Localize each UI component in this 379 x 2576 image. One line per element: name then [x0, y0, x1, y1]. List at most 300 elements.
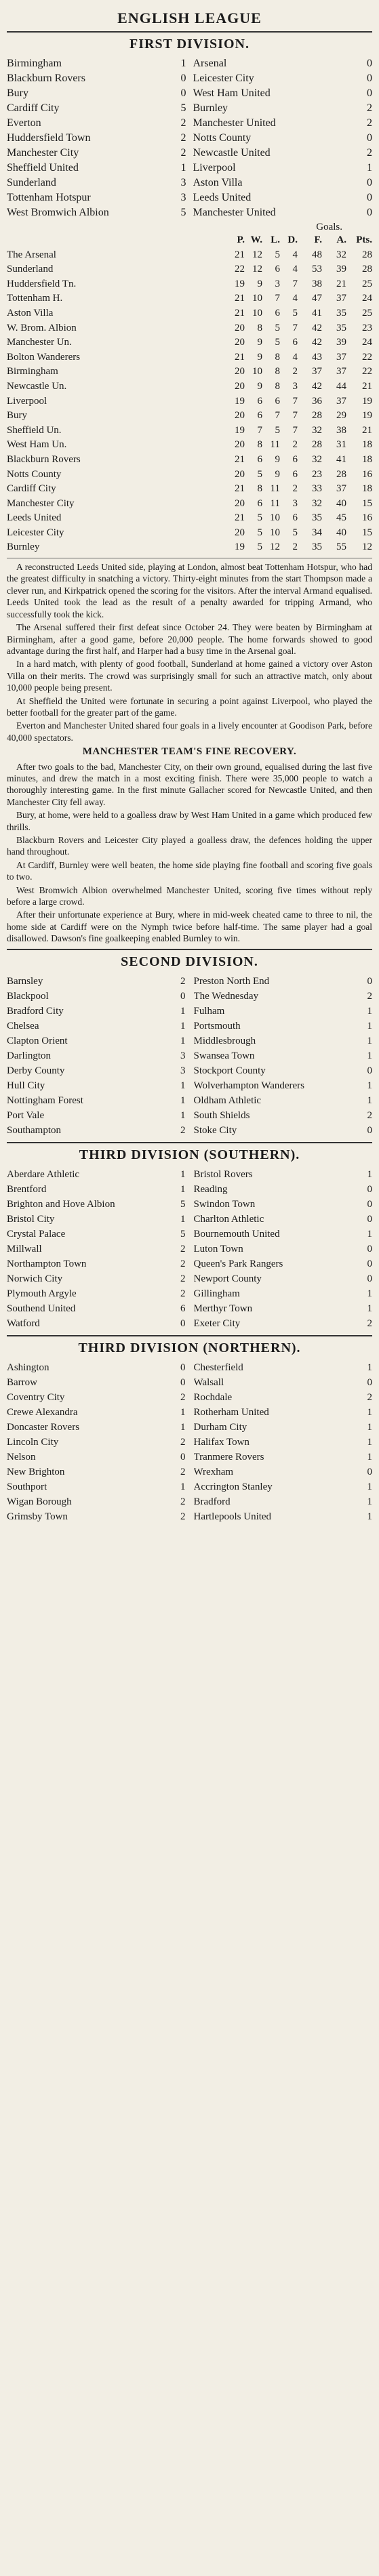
- third-north-results: [7, 1360, 372, 1524]
- home-score: 6: [180, 1303, 186, 1314]
- table-cell: 3: [292, 380, 298, 392]
- home-score: 0: [180, 1376, 186, 1388]
- away-score: 1: [367, 1511, 372, 1522]
- result-away: [194, 1093, 373, 1108]
- home-team: Brentford: [7, 1183, 47, 1195]
- result-home: [7, 1286, 186, 1301]
- table-cell: 12: [270, 541, 280, 553]
- away-team: Oldham Athletic: [193, 1095, 262, 1106]
- table-cell: 11: [270, 439, 280, 451]
- away-score: 1: [367, 162, 372, 173]
- table-cell: 34: [312, 527, 322, 538]
- team-name: Burnley: [7, 541, 40, 553]
- first-division-results: [7, 56, 372, 220]
- home-score: 1: [180, 1406, 186, 1418]
- home-team: Southend United: [7, 1303, 76, 1314]
- table-row: [7, 409, 372, 424]
- table-cell: 32: [336, 249, 346, 260]
- table-cell: 7: [275, 293, 280, 304]
- table-cell: 7: [292, 322, 298, 333]
- away-score: 1: [367, 1020, 372, 1031]
- away-score: 0: [367, 1273, 372, 1284]
- result-away: [193, 71, 373, 86]
- table-cell: 5: [275, 424, 280, 436]
- table-cell: 32: [312, 453, 322, 465]
- result-away: [194, 1048, 373, 1063]
- result-home: [7, 205, 186, 220]
- result-away: [193, 146, 373, 161]
- away-team: Chesterfield: [193, 1362, 243, 1373]
- table-cell: 5: [257, 512, 262, 524]
- match-report: [7, 561, 372, 743]
- away-score: 0: [367, 132, 372, 144]
- second-division-results: [7, 974, 372, 1138]
- away-score: 0: [367, 58, 372, 69]
- away-team: Merthyr Town: [193, 1303, 253, 1314]
- result-away: [194, 1360, 373, 1375]
- away-score: 0: [367, 1198, 372, 1210]
- table-cell: 36: [312, 395, 322, 407]
- table-cell: 21: [235, 483, 245, 495]
- home-team: Sheffield United: [7, 162, 79, 173]
- result-away: [194, 1479, 373, 1494]
- away-score: 1: [367, 1421, 372, 1433]
- away-team: South Shields: [193, 1109, 250, 1121]
- table-cell: 16: [362, 468, 372, 480]
- first-division-heading: FIRST DIVISION.: [129, 37, 250, 52]
- home-team: Wigan Borough: [7, 1496, 72, 1507]
- table-cell: 48: [312, 249, 322, 260]
- away-score: 2: [367, 147, 372, 159]
- away-score: 1: [367, 1035, 372, 1046]
- away-score: 1: [367, 1496, 372, 1507]
- table-cell: 20: [235, 497, 245, 509]
- table-row: [7, 248, 372, 263]
- home-score: 3: [180, 177, 186, 188]
- table-row: [7, 291, 372, 306]
- table-cell: 39: [336, 337, 346, 348]
- table-cell: 4: [292, 293, 298, 304]
- away-score: 0: [367, 975, 372, 987]
- table-cell: 22: [362, 366, 372, 377]
- result-home: [7, 1360, 186, 1375]
- away-team: Accrington Stanley: [193, 1481, 273, 1492]
- table-header-cell: W.: [250, 234, 262, 245]
- table-cell: 21: [235, 249, 245, 260]
- team-name: Tottenham H.: [7, 293, 63, 304]
- away-score: 0: [367, 1213, 372, 1225]
- result-away: [194, 1242, 373, 1256]
- table-cell: 20: [235, 527, 245, 538]
- home-score: 1: [180, 1080, 186, 1091]
- result-home: [7, 1450, 186, 1465]
- table-cell: 20: [235, 322, 245, 333]
- table-cell: 20: [235, 439, 245, 451]
- away-team: Manchester United: [193, 207, 276, 218]
- home-score: 3: [180, 192, 186, 203]
- home-team: Sunderland: [7, 177, 56, 188]
- table-cell: 39: [336, 264, 346, 275]
- away-team: Leeds United: [193, 192, 252, 203]
- table-cell: 44: [336, 380, 346, 392]
- away-score: 0: [367, 207, 372, 218]
- away-team: Bristol Rovers: [193, 1168, 253, 1180]
- table-cell: 40: [336, 527, 346, 538]
- table-cell: 8: [275, 366, 280, 377]
- home-team: Nottingham Forest: [7, 1095, 83, 1106]
- result-away: [194, 1405, 373, 1420]
- away-team: Aston Villa: [193, 177, 243, 188]
- table-cell: 6: [257, 453, 262, 465]
- team-name: Birmingham: [7, 366, 58, 377]
- home-team: Northampton Town: [7, 1258, 87, 1269]
- away-team: Leicester City: [193, 73, 254, 84]
- table-cell: 9: [257, 351, 262, 363]
- away-score: 0: [367, 1124, 372, 1136]
- away-score: 1: [367, 1095, 372, 1106]
- away-score: 0: [367, 1258, 372, 1269]
- home-team: Ashington: [7, 1362, 49, 1373]
- table-row: [7, 321, 372, 336]
- report-paragraph: After their unfortunate experience at Bury, where in mid-week cheated came to three to nil, the home side at Cardiff were on the Nymph twice before half-time. The same player had a goal disallowed. Dawson's fine goalkeeping enabled Burnley to win.: [7, 909, 372, 944]
- team-name: Bury: [7, 410, 27, 422]
- table-row: [7, 350, 372, 365]
- table-cell: 2: [292, 366, 298, 377]
- result-away: [194, 1271, 373, 1286]
- home-team: Manchester City: [7, 147, 79, 159]
- home-score: 0: [180, 990, 186, 1002]
- table-header-cell: L.: [271, 234, 280, 245]
- table-cell: 10: [252, 293, 262, 304]
- result-home: [7, 1093, 186, 1108]
- away-score: 2: [367, 102, 372, 114]
- away-team: West Ham United: [193, 87, 271, 99]
- home-team: Watford: [7, 1317, 40, 1329]
- away-score: 2: [367, 990, 372, 1002]
- result-home: [7, 1212, 186, 1227]
- table-cell: 21: [235, 453, 245, 465]
- home-score: 5: [180, 207, 186, 218]
- away-score: 1: [367, 1228, 372, 1240]
- home-team: Doncaster Rovers: [7, 1421, 80, 1433]
- third-south-heading: THIRD DIVISION (SOUTHERN).: [79, 1147, 300, 1162]
- result-home: [7, 1390, 186, 1405]
- table-cell: 12: [252, 249, 262, 260]
- away-team: Tranmere Rovers: [193, 1451, 264, 1463]
- home-team: Aberdare Athletic: [7, 1168, 80, 1180]
- table-cell: 47: [312, 293, 322, 304]
- third-north-heading: THIRD DIVISION (NORTHERN).: [78, 1340, 301, 1355]
- home-team: Norwich City: [7, 1273, 63, 1284]
- table-cell: 2: [292, 439, 298, 451]
- table-cell: 5: [257, 468, 262, 480]
- home-score: 1: [180, 1183, 186, 1195]
- table-row: [7, 424, 372, 438]
- table-cell: 29: [336, 410, 346, 422]
- team-name: Newcastle Un.: [7, 380, 67, 392]
- home-team: Everton: [7, 117, 41, 129]
- away-team: Halifax Town: [193, 1436, 250, 1448]
- table-cell: 21: [362, 424, 372, 436]
- table-cell: 6: [292, 468, 298, 480]
- home-team: Tottenham Hotspur: [7, 192, 91, 203]
- home-team: Birmingham: [7, 58, 62, 69]
- away-team: Swindon Town: [193, 1198, 256, 1210]
- table-cell: 7: [292, 395, 298, 407]
- table-cell: 11: [270, 483, 280, 495]
- away-score: 1: [367, 1050, 372, 1061]
- table-cell: 19: [235, 424, 245, 436]
- home-score: 2: [180, 1391, 186, 1403]
- result-away: [194, 1390, 373, 1405]
- table-cell: 28: [336, 468, 346, 480]
- result-away: [194, 1108, 373, 1123]
- away-score: 2: [367, 117, 372, 129]
- result-home: [7, 1167, 186, 1182]
- result-away: [193, 56, 373, 71]
- table-cell: 41: [312, 307, 322, 319]
- away-score: 0: [367, 1243, 372, 1254]
- home-team: West Bromwich Albion: [7, 207, 109, 218]
- table-row: [7, 438, 372, 453]
- result-away: [193, 161, 373, 176]
- table-cell: 5: [275, 337, 280, 348]
- table-cell: 40: [336, 497, 346, 509]
- home-team: Clapton Orient: [7, 1035, 68, 1046]
- table-cell: 6: [292, 337, 298, 348]
- away-team: Newcastle United: [193, 147, 271, 159]
- table-cell: 38: [336, 424, 346, 436]
- home-score: 2: [180, 132, 186, 144]
- report-paragraph: West Bromwich Albion overwhelmed Manchester United, scoring five times without reply before a large crowd.: [7, 884, 372, 907]
- table-cell: 6: [257, 410, 262, 422]
- home-score: 3: [180, 1065, 186, 1076]
- table-cell: 5: [292, 527, 298, 538]
- divider: [7, 949, 372, 950]
- away-team: Bradford: [193, 1496, 231, 1507]
- home-team: Hull City: [7, 1080, 45, 1091]
- table-cell: 31: [336, 439, 346, 451]
- table-cell: 37: [336, 483, 346, 495]
- table-cell: 15: [362, 527, 372, 538]
- home-score: 2: [180, 1273, 186, 1284]
- table-cell: 24: [362, 293, 372, 304]
- away-score: 0: [367, 1065, 372, 1076]
- table-row: [7, 306, 372, 321]
- table-cell: 6: [275, 264, 280, 275]
- table-cell: 15: [362, 497, 372, 509]
- table-row: [7, 468, 372, 483]
- table-cell: 19: [362, 410, 372, 422]
- table-cell: 6: [257, 497, 262, 509]
- result-home: [7, 1197, 186, 1212]
- away-score: 1: [367, 1436, 372, 1448]
- table-cell: 5: [292, 307, 298, 319]
- team-name: Blackburn Rovers: [7, 453, 81, 465]
- away-score: 1: [367, 1168, 372, 1180]
- away-team: Reading: [193, 1183, 228, 1195]
- away-team: Walsall: [193, 1376, 224, 1388]
- result-home: [7, 1301, 186, 1316]
- table-cell: 33: [312, 483, 322, 495]
- home-score: 1: [180, 1005, 186, 1017]
- result-home: [7, 1063, 186, 1078]
- table-cell: 22: [235, 264, 245, 275]
- result-away: [194, 1494, 373, 1509]
- result-home: [7, 1004, 186, 1019]
- table-cell: 10: [252, 307, 262, 319]
- table-cell: 2: [292, 483, 298, 495]
- away-team: Burnley: [193, 102, 228, 114]
- home-team: Bury: [7, 87, 28, 99]
- table-cell: 8: [275, 351, 280, 363]
- table-cell: 5: [257, 527, 262, 538]
- table-row: [7, 453, 372, 468]
- result-away: [194, 1286, 373, 1301]
- report-paragraph: At Cardiff, Burnley were well beaten, the home side playing fine football and scoring five goals to two.: [7, 859, 372, 882]
- result-away: [194, 1182, 373, 1197]
- home-team: Coventry City: [7, 1391, 65, 1403]
- table-row: [7, 526, 372, 541]
- table-cell: 11: [270, 497, 280, 509]
- table-row: [7, 497, 372, 512]
- home-score: 0: [180, 1317, 186, 1329]
- result-home: [7, 71, 186, 86]
- result-away: [193, 190, 373, 205]
- away-score: 0: [367, 1183, 372, 1195]
- table-cell: 42: [312, 337, 322, 348]
- away-team: Preston North End: [193, 975, 270, 987]
- home-team: Lincoln City: [7, 1436, 59, 1448]
- home-team: Nelson: [7, 1451, 36, 1463]
- result-away: [194, 1004, 373, 1019]
- table-cell: 21: [235, 351, 245, 363]
- away-score: 0: [367, 177, 372, 188]
- league-table-header: [7, 233, 372, 248]
- table-cell: 7: [275, 410, 280, 422]
- result-home: [7, 1256, 186, 1271]
- table-cell: 12: [362, 541, 372, 553]
- result-away: [194, 1227, 373, 1242]
- table-cell: 8: [257, 322, 262, 333]
- table-row: [7, 540, 372, 555]
- result-home: [7, 1316, 186, 1331]
- result-home: [7, 101, 186, 116]
- away-score: 0: [367, 1376, 372, 1388]
- result-home: [7, 116, 186, 131]
- away-score: 1: [367, 1080, 372, 1091]
- table-cell: 21: [235, 307, 245, 319]
- table-cell: 42: [312, 380, 322, 392]
- result-away: [194, 1316, 373, 1331]
- table-header-cell: D.: [287, 234, 298, 245]
- result-away: [194, 1078, 373, 1093]
- result-home: [7, 1465, 186, 1479]
- home-score: 3: [180, 1050, 186, 1061]
- table-cell: 28: [312, 439, 322, 451]
- table-cell: 6: [292, 512, 298, 524]
- result-home: [7, 1227, 186, 1242]
- away-score: 1: [367, 1005, 372, 1017]
- team-name: Manchester City: [7, 497, 75, 509]
- home-score: 1: [180, 1109, 186, 1121]
- away-score: 2: [367, 1391, 372, 1403]
- home-score: 2: [180, 1124, 186, 1136]
- away-team: Hartlepools United: [193, 1511, 272, 1522]
- table-cell: 35: [312, 541, 322, 553]
- away-team: Liverpool: [193, 162, 236, 173]
- table-cell: 37: [336, 366, 346, 377]
- result-home: [7, 131, 186, 146]
- away-team: Portsmouth: [193, 1020, 241, 1031]
- table-cell: 18: [362, 453, 372, 465]
- away-team: Swansea Town: [193, 1050, 255, 1061]
- table-cell: 45: [336, 512, 346, 524]
- table-cell: 10: [252, 366, 262, 377]
- table-cell: 6: [257, 395, 262, 407]
- away-team: Bournemouth United: [193, 1228, 280, 1240]
- result-away: [194, 1465, 373, 1479]
- result-away: [193, 176, 373, 190]
- second-division-heading: SECOND DIVISION.: [121, 954, 258, 969]
- result-home: [7, 56, 186, 71]
- away-score: 0: [367, 1466, 372, 1477]
- page-title: ENGLISH LEAGUE: [117, 9, 262, 26]
- home-score: 5: [180, 1228, 186, 1240]
- home-team: Barnsley: [7, 975, 43, 987]
- home-score: 2: [180, 117, 186, 129]
- home-score: 2: [180, 975, 186, 987]
- team-name: Leicester City: [7, 527, 64, 538]
- home-score: 5: [180, 1198, 186, 1210]
- table-cell: 28: [362, 264, 372, 275]
- result-away: [194, 1375, 373, 1390]
- table-cell: 9: [257, 380, 262, 392]
- away-team: Middlesbrough: [193, 1035, 256, 1046]
- home-score: 0: [180, 73, 186, 84]
- result-away: [194, 1034, 373, 1048]
- team-name: Leeds United: [7, 512, 62, 524]
- result-away: [194, 974, 373, 989]
- table-cell: 8: [257, 439, 262, 451]
- table-header-cell: A.: [336, 234, 346, 245]
- home-team: Brighton and Hove Albion: [7, 1198, 115, 1210]
- table-row: [7, 380, 372, 394]
- result-home: [7, 1494, 186, 1509]
- result-home: [7, 1123, 186, 1138]
- table-row: [7, 277, 372, 292]
- result-home: [7, 1019, 186, 1034]
- away-score: 1: [367, 1451, 372, 1463]
- result-home: [7, 86, 186, 101]
- away-team: Wrexham: [193, 1466, 234, 1477]
- away-team: Stoke City: [193, 1124, 237, 1136]
- table-cell: 3: [292, 497, 298, 509]
- table-row: [7, 511, 372, 526]
- table-cell: 38: [312, 278, 322, 289]
- table-row: [7, 262, 372, 277]
- home-score: 1: [180, 1421, 186, 1433]
- team-name: Manchester Un.: [7, 337, 72, 348]
- team-name: Aston Villa: [7, 307, 54, 319]
- home-score: 0: [180, 1451, 186, 1463]
- away-score: 0: [367, 73, 372, 84]
- home-team: Barrow: [7, 1376, 37, 1388]
- home-score: 2: [180, 1258, 186, 1269]
- team-name: Sunderland: [7, 264, 54, 275]
- home-team: Blackburn Rovers: [7, 73, 85, 84]
- result-home: [7, 1034, 186, 1048]
